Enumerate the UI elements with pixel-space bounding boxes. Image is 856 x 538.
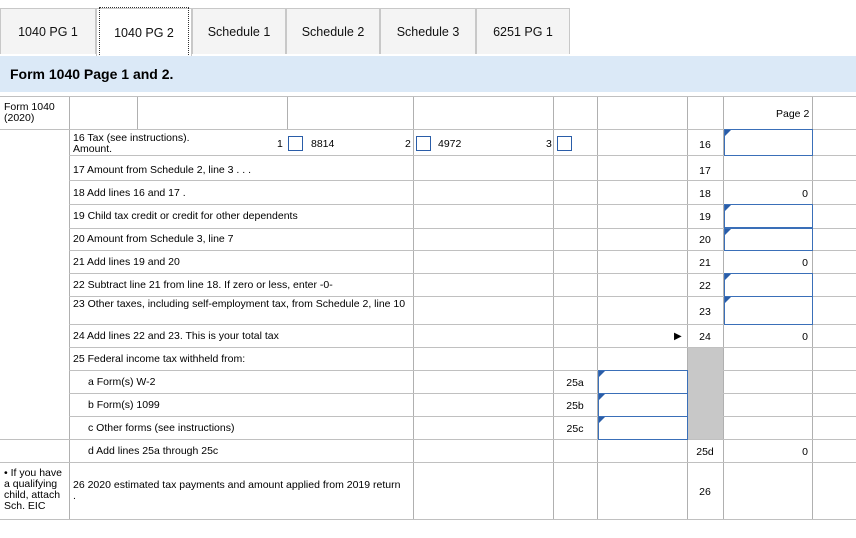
line-25-label: 25 Federal income tax withheld from: [73,353,246,365]
line-25a-input[interactable] [598,370,688,394]
tab-schedule-3[interactable] [380,8,476,54]
line-20-number: 20 [699,234,711,246]
field-flag-icon [725,205,731,211]
line-16-option-1-number: 1 [277,138,283,150]
line-18-value: 0 [802,188,808,200]
line-24-value: 0 [802,331,808,343]
field-flag-icon [599,417,605,423]
tab-1040-pg-1[interactable] [0,8,96,54]
line-19-label: 19 Child tax credit or credit for other dependents [73,210,298,222]
tab-6251-pg-1[interactable] [476,8,570,54]
line-19-number: 19 [699,211,711,223]
line-22-input[interactable] [724,273,813,297]
line-25b-number: 25b [566,400,584,412]
line-22-number: 22 [699,280,711,292]
line-16-option-2-number: 2 [405,138,411,150]
line-26-number: 26 [699,486,711,498]
tab-schedule-2[interactable] [286,8,380,54]
triangle-right-icon: ▶ [674,331,682,342]
line-17-label: 17 Amount from Schedule 2, line 3 . . . [73,164,252,176]
shaded-cell [688,348,723,439]
line-16-number: 16 [699,139,711,151]
line-25b-label: b Form(s) 1099 [88,399,160,411]
line-18-number: 18 [699,188,711,200]
page-title: Form 1040 Page 1 and 2. [10,66,174,82]
line-24-number: 24 [699,331,711,343]
tab-label: 1040 PG 1 [18,24,78,39]
line-19-input[interactable] [724,204,813,228]
tab-1040-pg-2[interactable] [96,8,192,56]
line-25b-input[interactable] [598,393,688,417]
line-25a-number: 25a [566,377,584,389]
line-23-label: 23 Other taxes, including self-employment tax, from Schedule 2, line 10 [73,298,406,310]
field-flag-icon [599,394,605,400]
page-number: Page 2 [776,108,810,120]
tab-label: 1040 PG 2 [100,8,188,58]
line-16-option-1-amount: 8814 [311,138,335,150]
line-25c-number: 25c [566,423,584,435]
line-16-option-3-number: 3 [546,138,552,150]
line-20-label: 20 Amount from Schedule 3, line 7 [73,233,234,245]
eic-side-note: • If you have a qualifying child, attach Sch. EIC [4,467,62,512]
field-flag-icon [725,229,731,235]
line-20-input[interactable] [724,228,813,251]
line-25a-label: a Form(s) W-2 [88,376,156,388]
line-16-input[interactable] [724,129,813,156]
line-21-number: 21 [699,257,711,269]
line-21-label: 21 Add lines 19 and 20 [73,256,180,268]
tab-label: Schedule 1 [207,24,271,39]
line-21-value: 0 [802,257,808,269]
line-16-option-3-checkbox[interactable] [557,136,572,151]
line-16-option-2-amount: 4972 [438,138,462,150]
line-23-input[interactable] [724,296,813,325]
line-17-number: 17 [699,165,711,177]
field-flag-icon [725,297,731,303]
form-1040-page-2 [0,96,856,526]
line-25d-label: d Add lines 25a through 25c [88,445,219,457]
line-16-option-1-checkbox[interactable] [288,136,303,151]
line-25d-number: 25d [696,446,714,458]
tab-label: Schedule 2 [301,24,365,39]
tab-schedule-1[interactable] [192,8,286,54]
tab-bar [0,0,856,57]
line-23-number: 23 [699,306,711,318]
line-18-label: 18 Add lines 16 and 17 . [73,187,186,199]
line-16-label: 16 Tax (see instructions). Amount. [73,132,190,155]
tab-label: Schedule 3 [396,24,460,39]
line-25c-input[interactable] [598,416,688,440]
form-label: Form 1040 (2020) [4,101,55,124]
tab-label: 6251 PG 1 [493,24,553,39]
line-16-option-2-checkbox[interactable] [416,136,431,151]
line-22-label: 22 Subtract line 21 from line 18. If zero or less, enter -0- [73,279,333,291]
line-24-label: 24 Add lines 22 and 23. This is your total tax [73,330,279,342]
line-26-label: 26 2020 estimated tax payments and amount applied from 2019 return . [73,479,401,502]
page-title-banner [0,56,856,92]
field-flag-icon [599,371,605,377]
line-25c-label: c Other forms (see instructions) [88,422,235,434]
field-flag-icon [725,130,731,136]
line-25d-value: 0 [802,446,808,458]
field-flag-icon [725,274,731,280]
